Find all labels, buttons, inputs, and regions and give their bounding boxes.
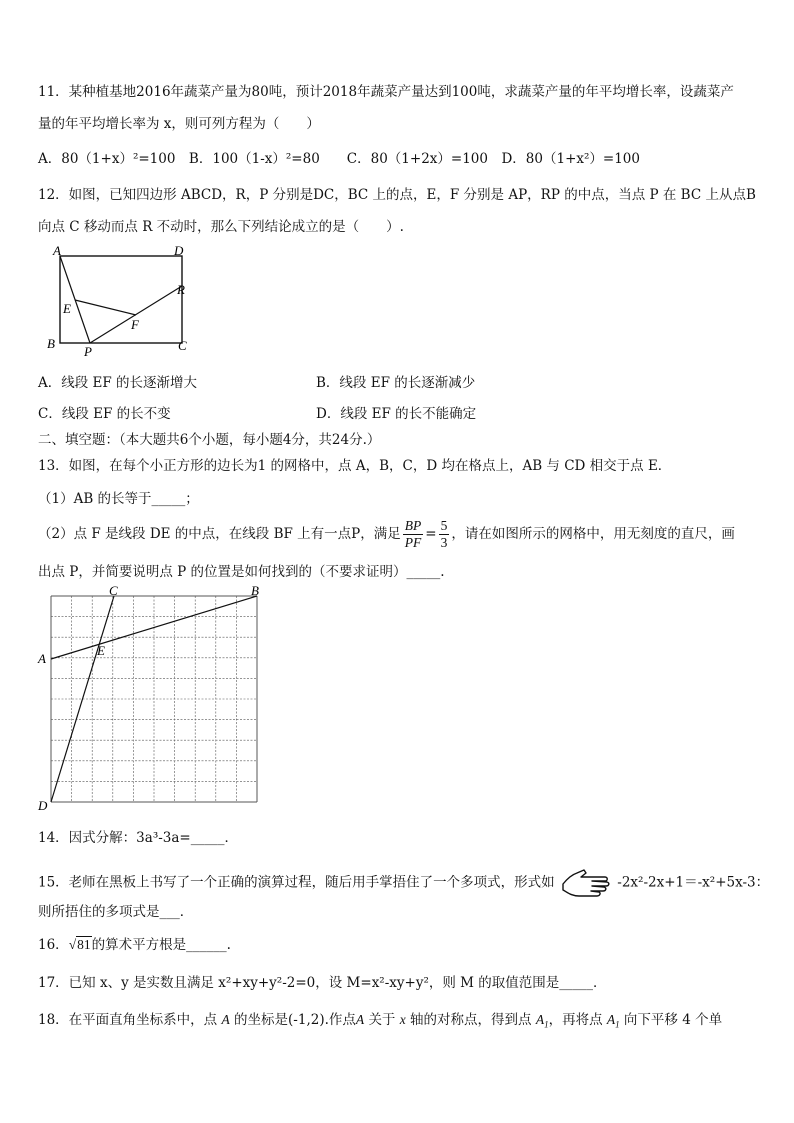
q13-part1: （1）AB 的长等于_____； <box>38 491 199 507</box>
q11-line2: 量的年平均增长率为 x，则可列方程为（ ） <box>38 116 320 132</box>
q11-line1: 11．某种植基地2016年蔬菜产量为80吨，预计2018年蔬菜产量达到100吨，求蔬菜产量的年平均增长率，设蔬菜产 <box>38 84 734 100</box>
q12-line2: 向点 C 移动而点 R 不动时，那么下列结论成立的是（ ）. <box>38 219 404 235</box>
q13-part2 <box>38 514 735 554</box>
q18-t6: 向下平移 4 个单 <box>623 1012 723 1028</box>
fraction-5: 5 <box>440 518 448 533</box>
q12-line1: 12．如图，已知四边形 ABCD，R，P 分别是DC，BC 上的点，E，F 分别是 AP，RP 的中点，当点 P 在 BC 上从点B <box>38 187 756 203</box>
q11-options: A．80（1+x）²=100 B．100（1-x）²=80 C．80（1+2x）=100 D．80（1+x²）=100 <box>38 151 640 167</box>
fraction-bp: BP <box>404 518 422 533</box>
label-a: A <box>53 244 61 258</box>
q16-pre: 16． <box>38 937 69 953</box>
segment-ef <box>75 300 136 315</box>
var-a1 <box>606 1012 620 1030</box>
var-a1-sub: 1 <box>615 1019 620 1030</box>
segment-ap <box>60 256 90 343</box>
q13-grid-figure <box>36 583 266 813</box>
equals-sign: = <box>425 526 437 542</box>
q18-t2: 的坐标是(-1,2).作点 <box>234 1012 356 1028</box>
grid-label-b: B <box>251 583 259 598</box>
q13-part2-pre: （2）点 F 是线段 DE 的中点，在线段 BF 上有一点P，满足 <box>38 526 401 542</box>
q12-option-c: C．线段 EF 的长不变 <box>38 406 171 422</box>
q14-text: 14．因式分解：3a³-3a=_____． <box>38 830 238 846</box>
fraction-5-3 <box>439 518 450 551</box>
fraction-3: 3 <box>440 535 448 550</box>
q13-part2-post: ，请在如图所示的网格中，用无刻度的直尺，画 <box>451 526 735 542</box>
q18-t4: 轴的对称点，得到点 <box>410 1012 532 1028</box>
q15-pre: 15．老师在黑板上书写了一个正确的演算过程，随后用手掌捂住了一个多项式，形式如 <box>38 874 555 891</box>
q18-t5: ，再将点 <box>548 1012 603 1028</box>
section-2-heading: 二、填空题：（本大题共6个小题，每小题4分，共24分.） <box>38 432 381 448</box>
rect-abcd <box>60 256 182 343</box>
var-a: A <box>355 1012 365 1027</box>
radical-sign: √ <box>68 937 77 952</box>
grid-label-a: A <box>38 651 46 666</box>
var-a: A <box>221 1012 230 1027</box>
label-d: D <box>174 244 184 258</box>
q12-option-b: B．线段 EF 的长逐渐减少 <box>316 375 476 391</box>
q15-line1 <box>38 868 769 898</box>
var-x: x <box>399 1012 406 1027</box>
radicand: 81 <box>77 937 91 952</box>
q16-post: 的算术平方根是______. <box>91 937 231 953</box>
q18-line <box>38 1010 722 1035</box>
var-a1-sub: 1 <box>544 1019 549 1030</box>
q15-line2: 则所捂住的多项式是___． <box>38 904 194 920</box>
q17-text: 17．已知 x、y 是实数且满足 x²+xy+y²-2=0，设 M=x²-xy+y²，则 M 的取值范围是_____． <box>38 975 607 991</box>
q16-line <box>38 935 231 955</box>
label-c: C <box>178 338 187 353</box>
var-a1-base: A <box>535 1012 545 1027</box>
var-a1-base: A <box>606 1012 616 1027</box>
sqrt-81 <box>69 936 92 952</box>
var-a1 <box>535 1012 549 1030</box>
fraction-bp-pf <box>403 518 424 551</box>
q13-line1: 13．如图，在每个小正方形的边长为1 的网格中，点 A，B，C，D 均在格点上，AB 与 CD 相交于点 E． <box>38 458 672 474</box>
fraction-pf: PF <box>404 535 422 550</box>
label-b: B <box>47 336 55 351</box>
label-r: R <box>177 282 185 297</box>
grid-label-e: E <box>97 643 105 658</box>
q18-t3: 关于 <box>368 1012 396 1028</box>
q18-t1: 18．在平面直角坐标系中，点 <box>38 1012 218 1028</box>
q15-post: -2x²-2x+1＝-x²+5x-3： <box>617 874 770 891</box>
label-e: E <box>63 301 71 316</box>
label-f: F <box>131 317 139 332</box>
grid-label-d: D <box>38 798 48 813</box>
q12-option-d: D．线段 EF 的长不能确定 <box>316 406 477 422</box>
grid-label-c: C <box>109 583 118 598</box>
label-p: P <box>84 344 92 359</box>
q12-quadrilateral-figure <box>40 244 200 360</box>
q12-option-a: A．线段 EF 的长逐渐增大 <box>38 375 198 391</box>
q13-part2-line2: 出点 P，并简要说明点 P 的位置是如何找到的（不要求证明）_____. <box>38 564 445 580</box>
hand-icon <box>561 868 611 898</box>
